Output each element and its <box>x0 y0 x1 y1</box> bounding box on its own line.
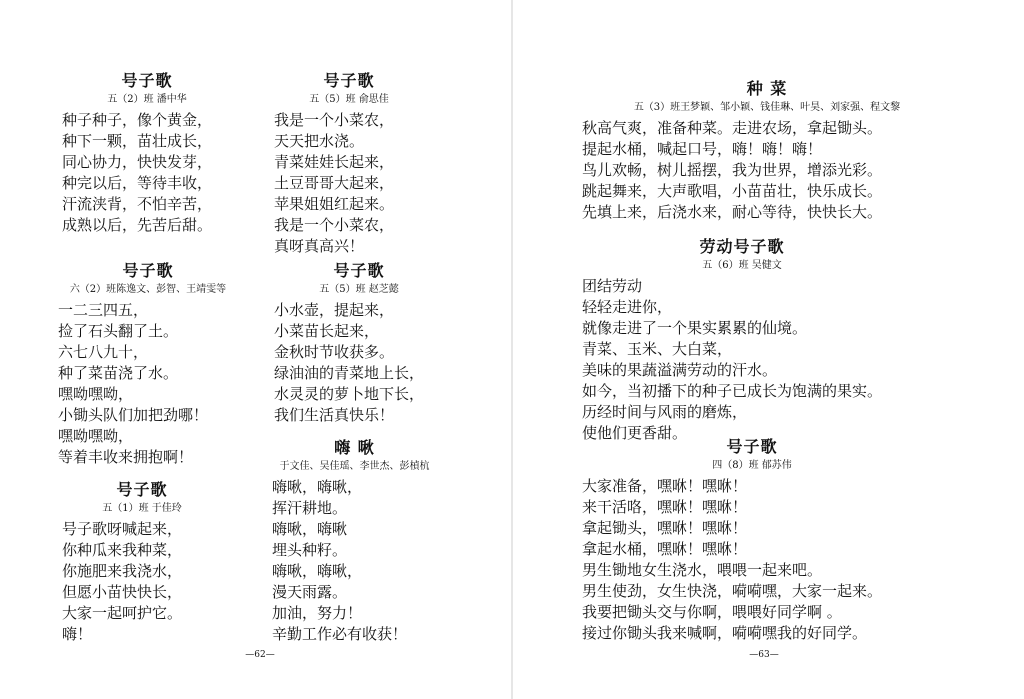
poem-body <box>62 519 222 645</box>
poem-line: 成熟以后，先苦后甜。 <box>62 216 213 234</box>
poem-line: 一二三四五， <box>58 301 149 319</box>
poem-line: 加油，努力！ <box>272 604 363 622</box>
poem-line: 我们生活真快乐！ <box>274 406 395 424</box>
poem-body <box>582 476 922 644</box>
poem-line: 金秋时节收获多。 <box>274 343 395 361</box>
poem-line: 但愿小苗快快长， <box>62 583 183 601</box>
poem-title: 劳动号子歌 <box>699 237 785 256</box>
poem-line: 土豆哥哥大起来， <box>274 174 395 192</box>
poem-line: 我是一个小菜农， <box>274 111 395 129</box>
page-number: —62— <box>245 650 275 660</box>
poem-line: 小水壶，提起来， <box>274 301 395 319</box>
poem-body <box>274 300 444 426</box>
page-number: —63— <box>749 650 779 660</box>
poem-block <box>274 70 424 257</box>
poem-line: 跳起舞来，大声歌唱，小苗苗壮，快乐成长。 <box>582 182 883 200</box>
poem-line: 号子歌呀喊起来， <box>62 520 183 538</box>
poem-line: 来干活咯，嘿咻！嘿咻！ <box>582 498 748 516</box>
poem-line: 青菜、玉米、大白菜， <box>582 340 733 358</box>
poem-line: 你施肥来我浇水， <box>62 562 183 580</box>
poem-line: 埋头种籽。 <box>272 541 348 559</box>
poem-authors: 于文佳、吴佳瑶、李世杰、彭楨杭 <box>279 461 430 472</box>
poem-line: 种完以后，等待丰收， <box>62 174 213 192</box>
poem-line: 鸟儿欢畅，树儿摇摆，我为世界，增添光彩。 <box>582 161 883 179</box>
poem-line: 小菜苗长起来， <box>274 322 380 340</box>
poem-line: 小锄头队们加把劲哪！ <box>58 406 209 424</box>
poem-line: 绿油油的青菜地上长， <box>274 364 425 382</box>
poem-line: 接过你锄头我来喊啊，嗬嗬嘿我的好同学。 <box>582 624 868 642</box>
poem-block <box>582 78 952 223</box>
poem-line: 大家一起呵护它。 <box>62 604 183 622</box>
poem-line: 等着丰收来拥抱啊！ <box>58 448 194 466</box>
poem-body <box>582 276 902 444</box>
poem-line: 提起水桶，喊起口号，嗨！嗨！嗨！ <box>582 140 823 158</box>
poem-title: 种 菜 <box>746 79 788 98</box>
poem-authors: 五（5）班 赵芝懿 <box>319 284 399 295</box>
poem-line: 辛勤工作必有收获！ <box>272 625 408 643</box>
poem-line: 团结劳动 <box>582 277 643 295</box>
poem-body <box>62 110 232 236</box>
poem-line: 真呀真高兴！ <box>274 237 365 255</box>
poem-line: 就像走进了一个果实累累的仙境。 <box>582 319 808 337</box>
poem-line: 使他们更香甜。 <box>582 424 688 442</box>
poem-body <box>272 477 437 645</box>
poem-line: 轻轻走进你， <box>582 298 673 316</box>
poem-authors: 五（2）班 潘中华 <box>107 94 187 105</box>
poem-body <box>58 300 238 468</box>
poem-line: 水灵灵的萝卜地下长， <box>274 385 425 403</box>
poem-line: 嘿呦嘿呦， <box>58 385 134 403</box>
poem-line: 美味的果蔬溢满劳动的汗水。 <box>582 361 778 379</box>
poem-block <box>274 260 444 426</box>
poem-line: 嗨啾，嗨啾 <box>272 520 348 538</box>
poem-line: 苹果姐姐红起来。 <box>274 195 395 213</box>
poem-line: 种了菜苗浇了水。 <box>58 364 179 382</box>
poem-title: 号子歌 <box>323 71 375 90</box>
poem-line: 我要把锄头交与你啊，喂喂好同学啊 。 <box>582 603 842 621</box>
poem-block <box>582 436 922 644</box>
poem-title: 号子歌 <box>121 71 173 90</box>
poem-line: 同心协力，快快发芽， <box>62 153 213 171</box>
poem-authors: 五（3）班王梦颖、邹小颖、钱佳琳、叶昊、刘家强、程文黎 <box>633 102 901 113</box>
poem-block <box>582 236 902 444</box>
poem-line: 漫天雨露。 <box>272 583 348 601</box>
poem-line: 青菜娃娃长起来， <box>274 153 395 171</box>
poem-line: 拿起锄头，嘿咻！嘿咻！ <box>582 519 748 537</box>
poem-line: 先填上来，后浇水来，耐心等待，快快长大。 <box>582 203 883 221</box>
poem-title: 号子歌 <box>726 437 778 456</box>
poem-line: 嗨啾，嗨啾， <box>272 478 363 496</box>
poem-line: 秋高气爽，准备种菜。走进农场，拿起锄头。 <box>582 119 883 137</box>
poem-block <box>62 70 232 236</box>
poem-body <box>582 118 952 223</box>
poem-authors: 六（2）班陈逸文、彭智、王靖雯等 <box>69 284 227 295</box>
poem-authors: 五（6）班 吴健文 <box>702 260 782 271</box>
poem-block <box>58 260 238 468</box>
poem-line: 我是一个小菜农， <box>274 216 395 234</box>
poem-line: 如今，当初播下的种子已成长为饱满的果实。 <box>582 382 883 400</box>
poem-authors: 五（5）班 俞思佳 <box>309 94 389 105</box>
poem-line: 种子种子，像个黄金， <box>62 111 213 129</box>
poem-line: 嗨！ <box>62 625 93 643</box>
poem-block <box>272 437 437 645</box>
poem-title: 号子歌 <box>122 261 174 280</box>
poem-line: 种下一颗，苗壮成长， <box>62 132 213 150</box>
poem-title: 号子歌 <box>116 480 168 499</box>
poem-authors: 四（8）班 郁苏伟 <box>712 460 792 471</box>
poem-line: 嗨啾，嗨啾， <box>272 562 363 580</box>
poem-line: 大家准备，嘿咻！嘿咻！ <box>582 477 748 495</box>
poem-line: 挥汗耕地。 <box>272 499 348 517</box>
poem-line: 男生锄地女生浇水，喂喂一起来吧。 <box>582 561 823 579</box>
poem-line: 男生使劲，女生快浇，嗬嗬嘿，大家一起来。 <box>582 582 883 600</box>
right-page <box>512 0 1024 699</box>
poem-title: 嗨 啾 <box>334 438 375 457</box>
poem-authors: 五（1）班 于佳玲 <box>102 503 182 514</box>
poem-block <box>62 479 222 645</box>
poem-line: 捡了石头翻了土。 <box>58 322 179 340</box>
poem-line: 汗流浃背，不怕辛苦， <box>62 195 213 213</box>
poem-title: 号子歌 <box>333 261 385 280</box>
poem-line: 历经时间与风雨的磨炼， <box>582 403 748 421</box>
poem-line: 六七八九十， <box>58 343 149 361</box>
poem-line: 拿起水桶，嘿咻！嘿咻！ <box>582 540 748 558</box>
poem-line: 天天把水浇。 <box>274 132 365 150</box>
poem-line: 嘿呦嘿呦， <box>58 427 134 445</box>
poem-line: 你种瓜来我种菜， <box>62 541 183 559</box>
poem-body <box>274 110 424 257</box>
